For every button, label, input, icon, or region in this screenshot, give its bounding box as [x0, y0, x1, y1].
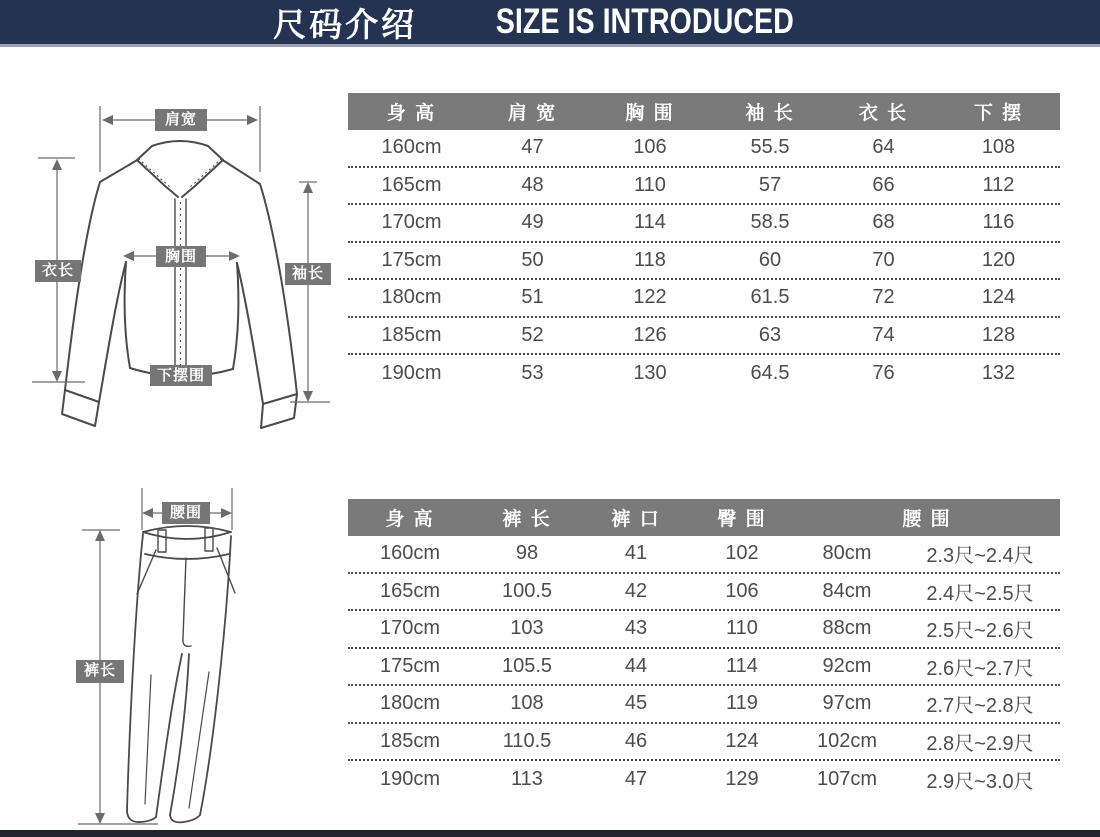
- table-cell: 160cm: [381, 136, 442, 159]
- bottom-banner-edge: [0, 830, 1100, 837]
- table-cell: 88cm: [822, 617, 872, 640]
- table-cell: 165cm: [381, 173, 442, 196]
- table-cell: 64.5: [750, 362, 790, 385]
- waist-girth-label: 腰围: [162, 502, 210, 524]
- table-cell: 120: [981, 248, 1016, 271]
- table-cell: 47: [624, 768, 648, 791]
- shirt-measure-diagram: [5, 60, 350, 445]
- table-row: [348, 686, 1060, 724]
- table-row: [348, 355, 1060, 393]
- column-header-hem: 下 摆: [973, 103, 1024, 124]
- sleeve-length-label: 袖长: [285, 263, 331, 285]
- chest-girth-label: 胸围: [156, 246, 206, 267]
- table-cell: 185cm: [381, 323, 442, 346]
- banner-title-zh: 尺码介绍: [273, 5, 418, 43]
- table-row: [348, 205, 1060, 243]
- table-cell: 160cm: [379, 542, 441, 565]
- table-cell: 110.5: [502, 729, 552, 752]
- table-cell: 113: [511, 768, 543, 791]
- table-cell: 92cm: [822, 654, 872, 677]
- table-cell: 2.4尺~2.5尺: [926, 582, 1034, 605]
- table-cell: 55.5: [750, 136, 790, 159]
- table-cell: 53: [521, 362, 544, 385]
- table-cell: 2.3尺~2.4尺: [926, 545, 1034, 568]
- table-cell: 2.7尺~2.8尺: [926, 695, 1034, 718]
- table-cell: 2.6尺~2.7尺: [926, 657, 1034, 680]
- table-cell: 124: [725, 729, 759, 752]
- table-cell: 108: [981, 136, 1016, 159]
- table-row: [348, 130, 1060, 168]
- table-cell: 119: [726, 692, 758, 715]
- table-cell: 132: [981, 362, 1016, 385]
- table-cell: 124: [981, 286, 1016, 309]
- column-header-pants-length: 裤 长: [502, 509, 552, 530]
- table-cell: 66: [872, 173, 895, 196]
- table-row: [348, 724, 1060, 762]
- table-cell: 49: [521, 211, 544, 234]
- table-cell: 185cm: [379, 729, 441, 752]
- table-cell: 180cm: [381, 286, 442, 309]
- table-cell: 126: [633, 323, 667, 346]
- table-cell: 42: [624, 579, 648, 602]
- table-row: [348, 318, 1060, 356]
- table-cell: 70: [872, 248, 895, 271]
- banner-title-en: SIZE IS INTRODUCED: [495, 2, 795, 41]
- shirt-table-header: [348, 93, 1060, 130]
- column-header-hip: 臀 围: [717, 509, 767, 530]
- table-cell: 80cm: [822, 542, 872, 565]
- table-cell: 110: [726, 617, 758, 640]
- table-row: [348, 280, 1060, 318]
- table-cell: 74: [872, 323, 895, 346]
- table-cell: 61.5: [750, 286, 790, 309]
- banner: [0, 0, 1100, 44]
- table-cell: 76: [872, 362, 895, 385]
- table-cell: 122: [633, 286, 667, 309]
- table-cell: 72: [872, 286, 895, 309]
- table-cell: 63: [758, 323, 782, 346]
- garment-length-label: 衣长: [35, 260, 81, 282]
- hem-girth-label: 下摆围: [150, 365, 212, 386]
- table-cell: 106: [725, 579, 759, 602]
- table-cell: 100.5: [501, 579, 553, 602]
- table-cell: 60: [758, 248, 782, 271]
- table-cell: 105.5: [501, 654, 553, 677]
- table-cell: 180cm: [379, 692, 441, 715]
- shirt-table-body: [348, 130, 1060, 393]
- table-cell: 2.9尺~3.0尺: [926, 771, 1034, 794]
- table-cell: 2.8尺~2.9尺: [926, 732, 1034, 755]
- column-header-sleeve: 袖 长: [745, 103, 795, 124]
- table-cell: 130: [633, 362, 667, 385]
- column-header-height: 身 高: [385, 509, 435, 530]
- column-header-shoulder: 肩 宽: [507, 103, 558, 124]
- table-row: [348, 649, 1060, 687]
- table-cell: 64: [872, 136, 895, 159]
- shoulder-width-label: 肩宽: [155, 109, 207, 131]
- table-cell: 43: [624, 617, 648, 640]
- table-cell: 114: [634, 211, 666, 234]
- table-cell: 2.5尺~2.6尺: [926, 620, 1034, 643]
- column-header-length: 衣 长: [858, 103, 909, 124]
- table-cell: 106: [633, 136, 667, 159]
- table-cell: 46: [624, 729, 648, 752]
- table-cell: 98: [515, 542, 539, 565]
- pants-measure-diagram: [0, 460, 350, 832]
- table-cell: 97cm: [822, 692, 872, 715]
- column-header-waist: 腰 围: [902, 509, 952, 530]
- pants-table-body: [348, 536, 1060, 799]
- table-cell: 107cm: [816, 768, 878, 791]
- table-row: [348, 536, 1060, 574]
- table-cell: 47: [521, 136, 544, 159]
- pants-table-header: [348, 499, 1060, 536]
- table-row: [348, 243, 1060, 281]
- table-cell: 103: [510, 617, 544, 640]
- table-cell: 45: [624, 692, 648, 715]
- table-row: [348, 611, 1060, 649]
- column-header-chest: 胸 围: [625, 103, 675, 124]
- table-cell: 48: [521, 173, 544, 196]
- table-row: [348, 168, 1060, 206]
- column-header-height: 身 高: [386, 103, 437, 124]
- pants-length-label: 裤长: [76, 660, 124, 683]
- table-cell: 190cm: [381, 362, 442, 385]
- table-cell: 102cm: [816, 729, 878, 752]
- column-header-leg-opening: 裤 口: [611, 509, 661, 530]
- table-cell: 170cm: [379, 617, 441, 640]
- table-cell: 128: [981, 323, 1016, 346]
- table-cell: 102: [725, 542, 759, 565]
- table-cell: 52: [521, 323, 544, 346]
- table-cell: 110: [634, 173, 666, 196]
- table-cell: 175cm: [381, 248, 442, 271]
- table-cell: 84cm: [822, 579, 872, 602]
- table-cell: 114: [726, 654, 758, 677]
- table-cell: 50: [521, 248, 544, 271]
- table-cell: 118: [634, 248, 666, 271]
- banner-bottom-strip: [0, 44, 1100, 47]
- table-cell: 170cm: [381, 211, 442, 234]
- table-cell: 175cm: [379, 654, 441, 677]
- table-cell: 58.5: [750, 211, 790, 234]
- shirt-size-table: [348, 93, 1060, 393]
- table-cell: 41: [624, 542, 648, 565]
- table-cell: 108: [510, 692, 544, 715]
- table-row: [348, 574, 1060, 612]
- table-cell: 116: [982, 211, 1015, 234]
- table-cell: 44: [624, 654, 648, 677]
- table-cell: 190cm: [379, 768, 441, 791]
- table-cell: 51: [521, 286, 544, 309]
- table-cell: 165cm: [379, 579, 441, 602]
- table-cell: 68: [872, 211, 895, 234]
- pants-size-table: [348, 499, 1060, 799]
- table-cell: 129: [725, 768, 759, 791]
- table-cell: 57: [758, 173, 782, 196]
- table-row: [348, 761, 1060, 799]
- table-cell: 112: [982, 173, 1015, 196]
